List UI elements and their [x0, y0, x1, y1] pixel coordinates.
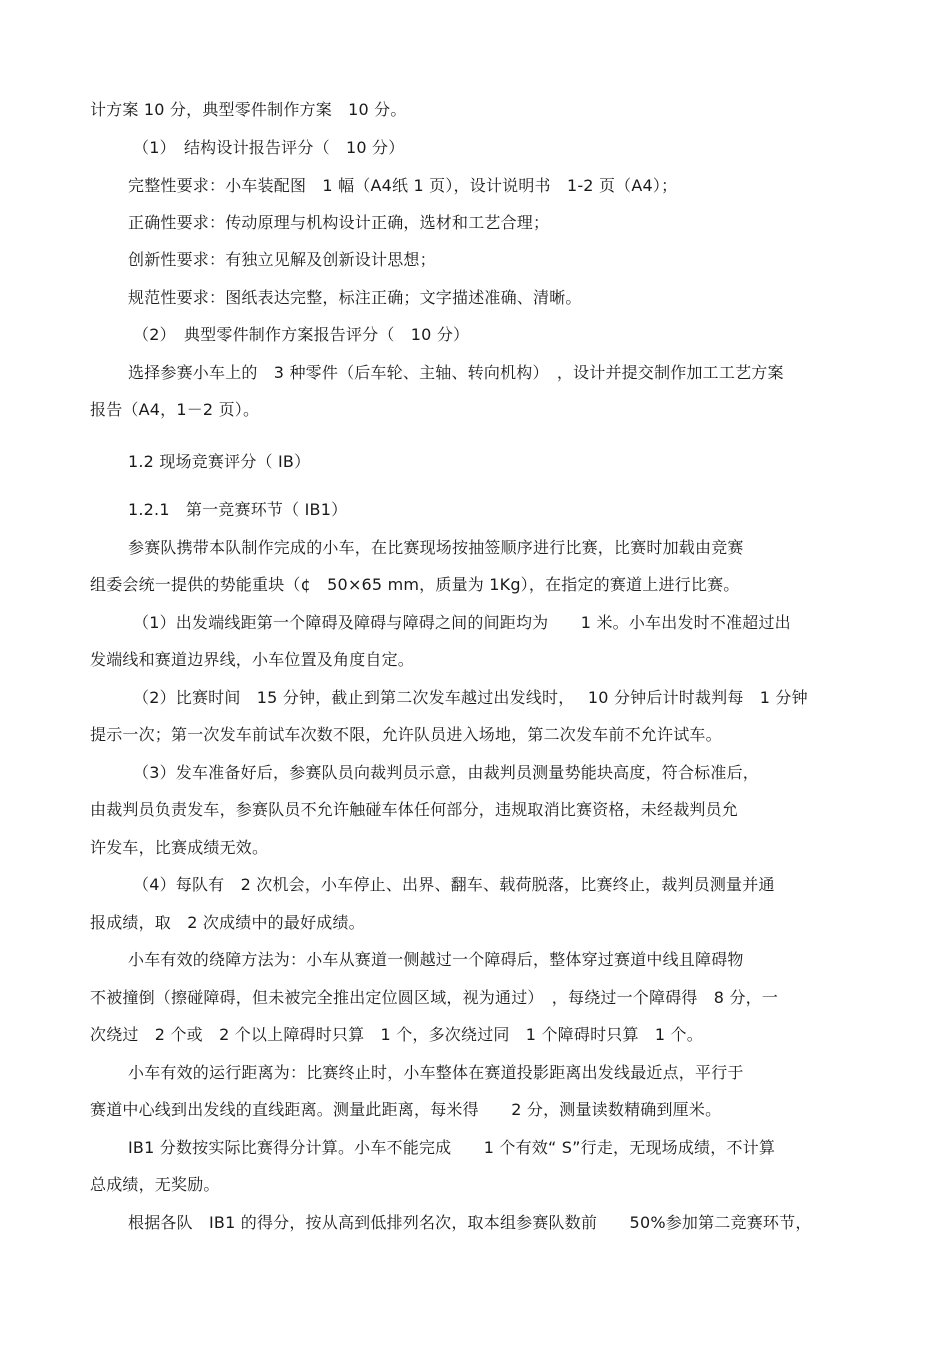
text-line: （4）每队有 2 次机会，小车停止、出界、翻车、载荷脱落，比赛终止，裁判员测量并通 [133, 875, 775, 894]
text-line: 报成绩，取 2 次成绩中的最好成绩。 [90, 913, 365, 932]
text-line: 发端线和赛道边界线，小车位置及角度自定。 [90, 650, 415, 669]
text-line: IB1 分数按实际比赛得分计算。小车不能完成 1 个有效“ S”行走，无现场成绩，不计算 [128, 1138, 776, 1157]
text-line: 提示一次；第一次发车前试车次数不限，允许队员进入场地，第二次发车前不允许试车。 [90, 725, 722, 744]
section-heading: （2） 典型零件制作方案报告评分（ 10 分） [133, 325, 470, 344]
text-line: 根据各队 IB1 的得分，按从高到低排列名次，取本组参赛队数前 50%参加第二竞赛环节， [128, 1213, 812, 1232]
section-heading: 1.2 现场竞赛评分（ IB） [128, 452, 311, 471]
text-line: 不被撞倒（擦碰障碍，但未被完全推出定位圆区域，视为通过） ，每绕过一个障碍得 8 分，一 [90, 988, 779, 1007]
text-line: 总成绩，无奖励。 [90, 1175, 220, 1194]
text-line: 参赛队携带本队制作完成的小车，在比赛现场按抽签顺序进行比赛，比赛时加载由竞赛 [128, 538, 744, 557]
text-line: （3）发车准备好后，参赛队员向裁判员示意，由裁判员测量势能块高度，符合标准后， [133, 763, 759, 782]
text-line: 选择参赛小车上的 3 种零件（后车轮、主轴、转向机构） ，设计并提交制作加工工艺方案 [128, 363, 784, 382]
text-line: （2）比赛时间 15 分钟，截止到第二次发车越过出发线时， 10 分钟后计时裁判每 1 分钟 [133, 688, 808, 707]
text-line: 小车有效的运行距离为：比赛终止时，小车整体在赛道投影距离出发线最近点，平行于 [128, 1063, 744, 1082]
text-line: 赛道中心线到出发线的直线距离。测量此距离，每米得 2 分，测量读数精确到厘米。 [90, 1100, 722, 1119]
section-heading: 1.2.1 第一竞赛环节（ IB1） [128, 500, 348, 519]
text-line: 由裁判员负责发车，参赛队员不允许触碰车体任何部分，违规取消比赛资格，未经裁判员允 [90, 800, 739, 819]
text-line: 规范性要求：图纸表达完整，标注正确；文字描述准确、清晰。 [128, 288, 582, 307]
text-line: （1）出发端线距第一个障碍及障碍与障碍之间的间距均为 1 米。小车出发时不准超过出 [133, 613, 791, 632]
text-line: 完整性要求：小车装配图 1 幅（A4纸 1 页），设计说明书 1-2 页（A4）； [128, 176, 678, 195]
text-line: 正确性要求：传动原理与机构设计正确，选材和工艺合理； [128, 213, 550, 232]
section-heading: （1） 结构设计报告评分（ 10 分） [133, 138, 405, 157]
text-line: 组委会统一提供的势能重块（¢ 50×65 mm，质量为 1Kg），在指定的赛道上进行比赛。 [90, 575, 740, 594]
text-line: 创新性要求：有独立见解及创新设计思想； [128, 250, 436, 269]
text-line: 许发车，比赛成绩无效。 [90, 838, 269, 857]
text-line: 次绕过 2 个或 2 个以上障碍时只算 1 个，多次绕过同 1 个障碍时只算 1 个。 [90, 1025, 703, 1044]
text-line: 计方案 10 分，典型零件制作方案 10 分。 [90, 100, 407, 119]
text-line: 小车有效的绕障方法为：小车从赛道一侧越过一个障碍后，整体穿过赛道中线且障碍物 [128, 950, 744, 969]
text-line: 报告（A4，1－2 页）。 [90, 400, 260, 419]
